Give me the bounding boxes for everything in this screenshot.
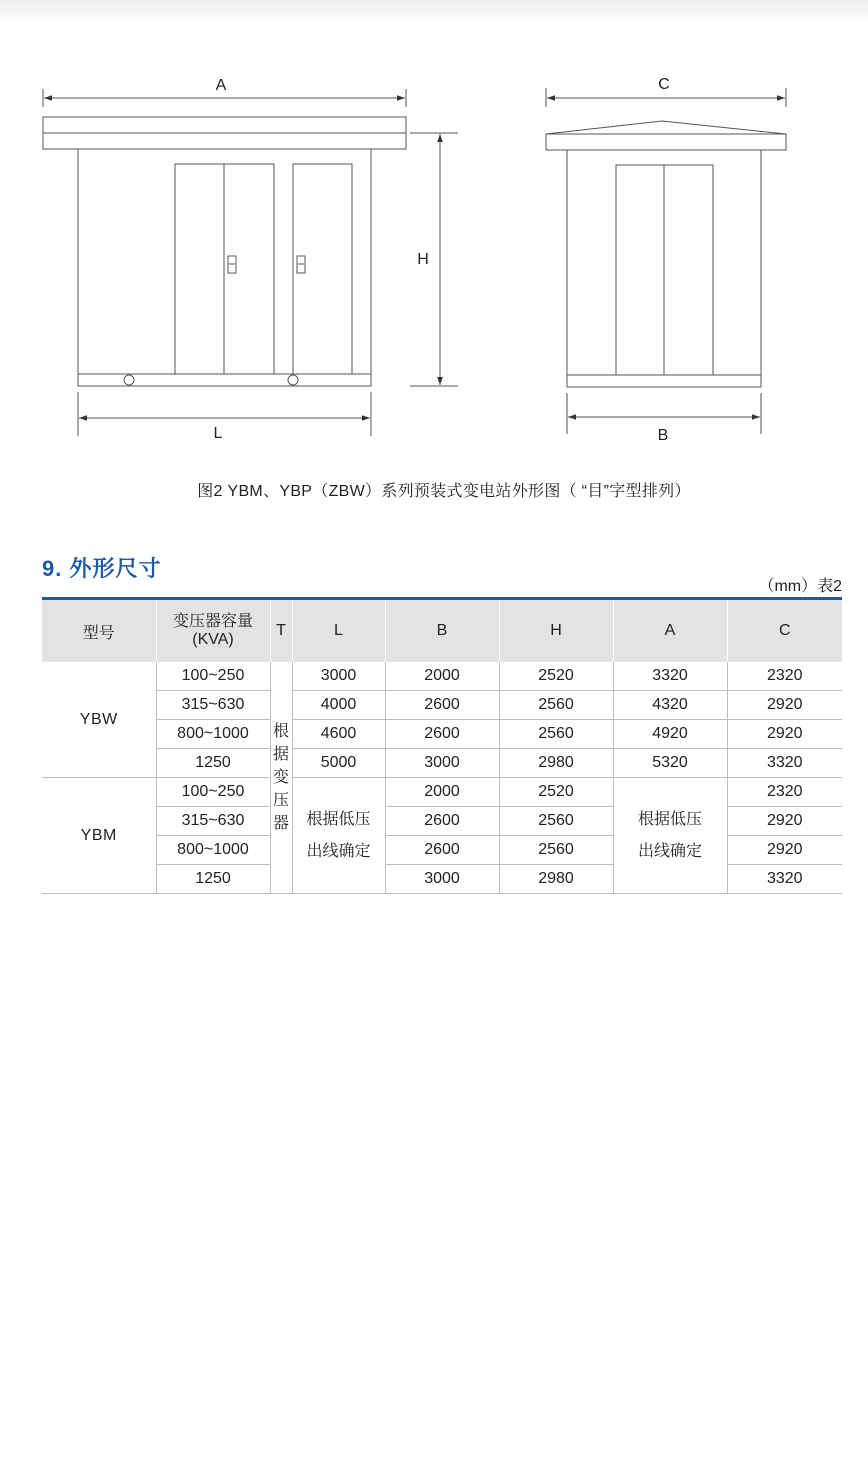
b-cell: 3000 — [385, 749, 499, 778]
l-cell: 5000 — [292, 749, 385, 778]
dimension-label-c: C — [658, 76, 670, 93]
l-note-line2: 出线确定 — [306, 842, 371, 860]
table-row — [42, 691, 842, 720]
model-cell-ybw: YBW — [42, 662, 156, 778]
l-note-cell — [292, 778, 385, 894]
b-cell: 2600 — [385, 691, 499, 720]
t-note-char: 变 — [272, 769, 289, 786]
header-l: L — [292, 600, 385, 662]
capacity-cell: 100~250 — [156, 778, 270, 807]
t-note-char: 根 — [272, 723, 289, 740]
c-cell: 2920 — [727, 720, 842, 749]
a-cell: 5320 — [613, 749, 727, 778]
dimension-label-h: H — [417, 251, 429, 268]
c-cell: 2920 — [727, 691, 842, 720]
l-cell: 3000 — [292, 662, 385, 691]
a-cell: 4320 — [613, 691, 727, 720]
table-header-row — [42, 600, 842, 662]
b-cell: 2600 — [385, 720, 499, 749]
header-c: C — [727, 600, 842, 662]
dimensions-table — [42, 600, 842, 894]
l-note-line1: 根据低压 — [306, 810, 371, 828]
dimension-label-a: A — [215, 77, 227, 94]
dimension-label-l: L — [213, 425, 223, 442]
b-cell: 2000 — [385, 662, 499, 691]
capacity-cell: 1250 — [156, 749, 270, 778]
l-cell: 4600 — [292, 720, 385, 749]
dimension-label-b: B — [657, 427, 669, 444]
figure-caption: 图2 YBM、YBP（ZBW）系列预装式变电站外形图（ “目”字型排列） — [197, 483, 691, 500]
c-cell: 2920 — [727, 807, 842, 836]
capacity-cell: 315~630 — [156, 807, 270, 836]
h-cell: 2560 — [499, 807, 613, 836]
b-cell: 2600 — [385, 807, 499, 836]
header-a: A — [613, 600, 727, 662]
t-note-text — [271, 720, 292, 835]
front-view — [43, 89, 458, 436]
a-cell: 3320 — [613, 662, 727, 691]
a-note-cell — [613, 778, 727, 894]
b-cell: 2600 — [385, 836, 499, 865]
table-row — [42, 749, 842, 778]
section-title: 9. 外形尺寸 — [42, 556, 162, 581]
a-cell: 4920 — [613, 720, 727, 749]
model-cell-ybm: YBM — [42, 778, 156, 894]
h-cell: 2560 — [499, 836, 613, 865]
t-note-char: 据 — [272, 746, 289, 763]
header-model: 型号 — [42, 600, 156, 662]
h-cell: 2980 — [499, 749, 613, 778]
h-cell: 2560 — [499, 720, 613, 749]
t-note-cell — [270, 662, 292, 894]
table-row — [42, 720, 842, 749]
table-unit-note: （mm）表2 — [758, 578, 842, 595]
table-row — [42, 662, 842, 691]
side-view — [546, 88, 786, 434]
capacity-cell: 100~250 — [156, 662, 270, 691]
header-capacity-label: 变压器容量(KVA) — [172, 613, 253, 648]
c-cell: 3320 — [727, 749, 842, 778]
h-cell: 2520 — [499, 778, 613, 807]
l-cell: 4000 — [292, 691, 385, 720]
h-cell: 2560 — [499, 691, 613, 720]
h-cell: 2520 — [499, 662, 613, 691]
a-note-line1: 根据低压 — [637, 810, 702, 828]
header-h: H — [499, 600, 613, 662]
header-t: T — [270, 600, 292, 662]
b-cell: 3000 — [385, 865, 499, 894]
outline-drawing — [0, 0, 868, 470]
capacity-cell: 800~1000 — [156, 720, 270, 749]
capacity-cell: 1250 — [156, 865, 270, 894]
t-note-char: 器 — [272, 815, 289, 832]
header-b: B — [385, 600, 499, 662]
c-cell: 2920 — [727, 836, 842, 865]
c-cell: 3320 — [727, 865, 842, 894]
c-cell: 2320 — [727, 778, 842, 807]
h-cell: 2980 — [499, 865, 613, 894]
a-note-line2: 出线确定 — [637, 842, 702, 860]
c-cell: 2320 — [727, 662, 842, 691]
header-capacity — [156, 600, 270, 662]
b-cell: 2000 — [385, 778, 499, 807]
capacity-cell: 315~630 — [156, 691, 270, 720]
table-row — [42, 778, 842, 807]
capacity-cell: 800~1000 — [156, 836, 270, 865]
t-note-char: 压 — [272, 792, 289, 809]
